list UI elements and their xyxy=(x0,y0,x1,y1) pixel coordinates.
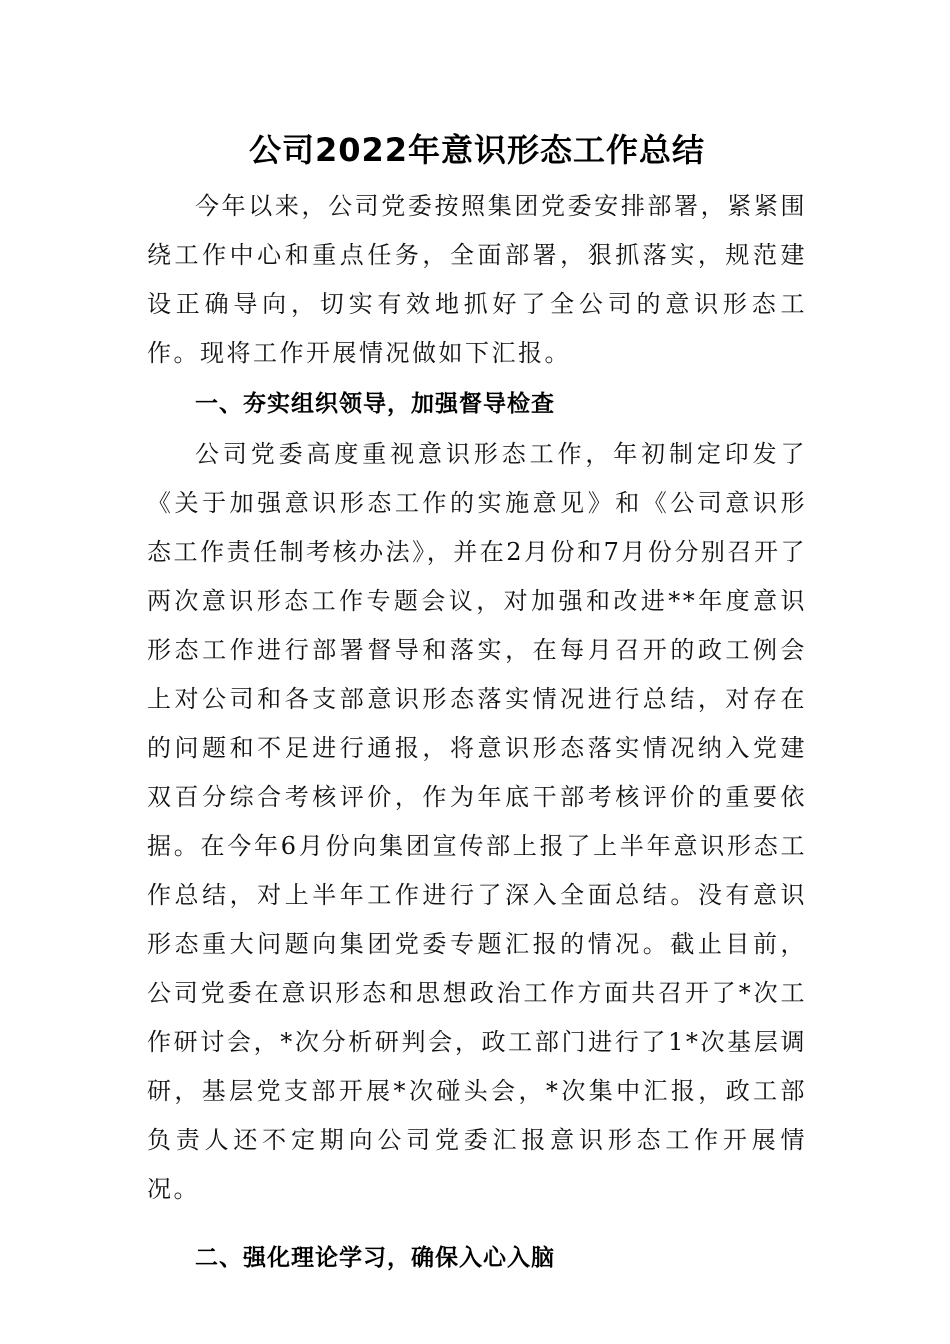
document-title: 公司2022年意识形态工作总结 xyxy=(248,131,706,169)
section-1-paragraph: 公司党委高度重视意识形态工作，年初制定印发了《关于加强意识形态工作的实施意见》和《公司意识形态工作责任制考核办法》，并在2月份和7月份分别召开了两次意识形态工作专题会议，对加强和改进**年度意识形态工作进行部署督导和落实，在每月召开的政工例会上对公司和各支部意识形态落实情况进行总结，对存在的问题和不足进行通报，将意识形态落实情况纳入党建双百分综合考核评价，作为年底干部考核评价的重要依据。在今年6月份向集团宣传部上报了上半年意识形态工作总结，对上半年工作进行了深入全面总结。没有意识形态重大问题向集团党委专题汇报的情况。截止目前，公司党委在意识形态和思想政治工作方面共召开了*次工作研讨会，*次分析研判会，政工部门进行了1*次基层调研，基层党支部开展*次碰头会，*次集中汇报，政工部负责人还不定期向公司党委汇报意识形态工作开展情况。 xyxy=(147,440,807,1203)
document-body xyxy=(147,118,807,1284)
intro-paragraph: 今年以来，公司党委按照集团党委安排部署，紧紧围绕工作中心和重点任务，全面部署，狠抓落实，规范建设正确导向，切实有效地抓好了全公司的意识形态工作。现将工作开展情况做如下汇报。 xyxy=(147,192,807,367)
section-1-heading: 一、夯实组织领导，加强督导检查 xyxy=(195,391,555,417)
section-2-heading: 二、强化理论学习，确保入心入脑 xyxy=(195,1245,555,1271)
